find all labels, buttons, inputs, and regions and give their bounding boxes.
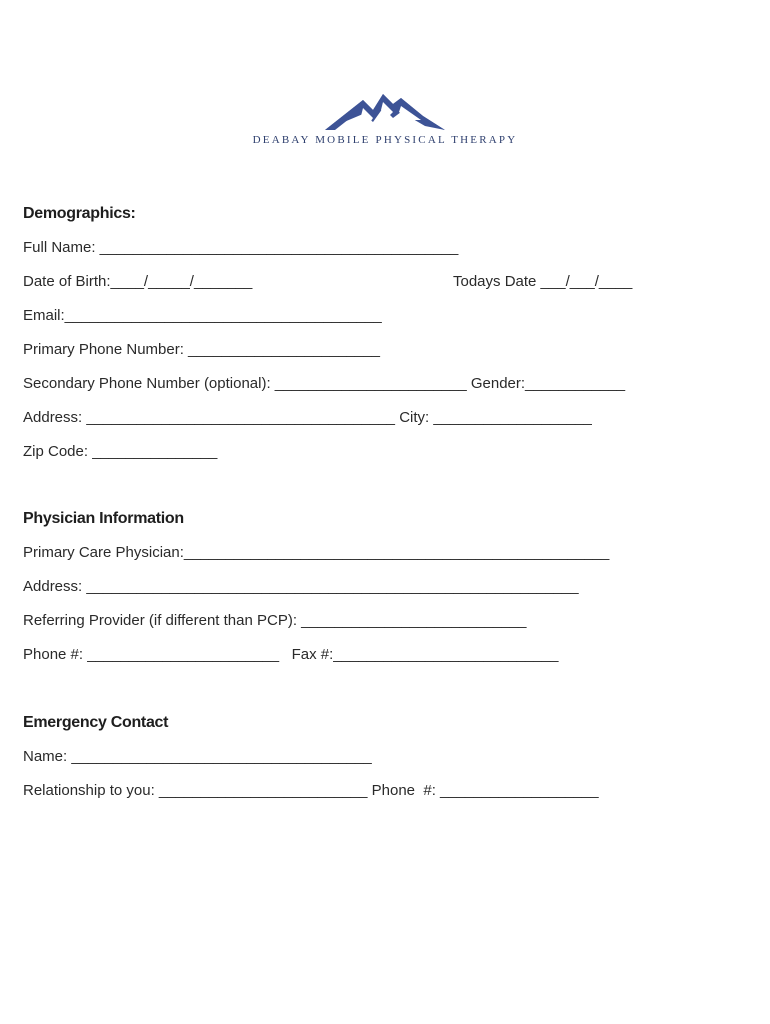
secondary-phone-gender-field[interactable]: Secondary Phone Number (optional): _______________________ Gender:____________ (23, 375, 626, 392)
primary-care-physician-field[interactable]: Primary Care Physician:___________________________________________________ (23, 544, 610, 561)
emergency-contact-heading: Emergency Contact (23, 714, 169, 731)
primary-phone-field[interactable]: Primary Phone Number: _______________________ (23, 341, 380, 358)
demographics-heading: Demographics: (23, 205, 136, 222)
zip-code-field[interactable]: Zip Code: _______________ (23, 443, 218, 460)
date-of-birth-field[interactable]: Date of Birth:____/_____/_______ (23, 273, 253, 290)
address-city-field[interactable]: Address: _____________________________________ City: ___________________ (23, 409, 592, 426)
email-field[interactable]: Email:______________________________________ (23, 307, 382, 324)
company-name: DEABAY MOBILE PHYSICAL THERAPY (252, 134, 518, 146)
company-logo (0, 86, 770, 156)
todays-date-field[interactable]: Todays Date ___/___/____ (453, 273, 633, 290)
emergency-name-field[interactable]: Name: ____________________________________ (23, 748, 372, 765)
relationship-phone-field[interactable]: Relationship to you: _________________________ Phone #: ___________________ (23, 782, 599, 799)
referring-provider-field[interactable]: Referring Provider (if different than PCP): ___________________________ (23, 612, 527, 629)
physician-address-field[interactable]: Address: ___________________________________________________________ (23, 578, 579, 595)
phone-fax-field[interactable]: Phone #: _______________________ Fax #:___________________________ (23, 646, 559, 663)
physician-heading: Physician Information (23, 510, 184, 527)
full-name-field[interactable]: Full Name: ___________________________________________ (23, 239, 459, 256)
mountain-logo-icon (325, 86, 445, 132)
